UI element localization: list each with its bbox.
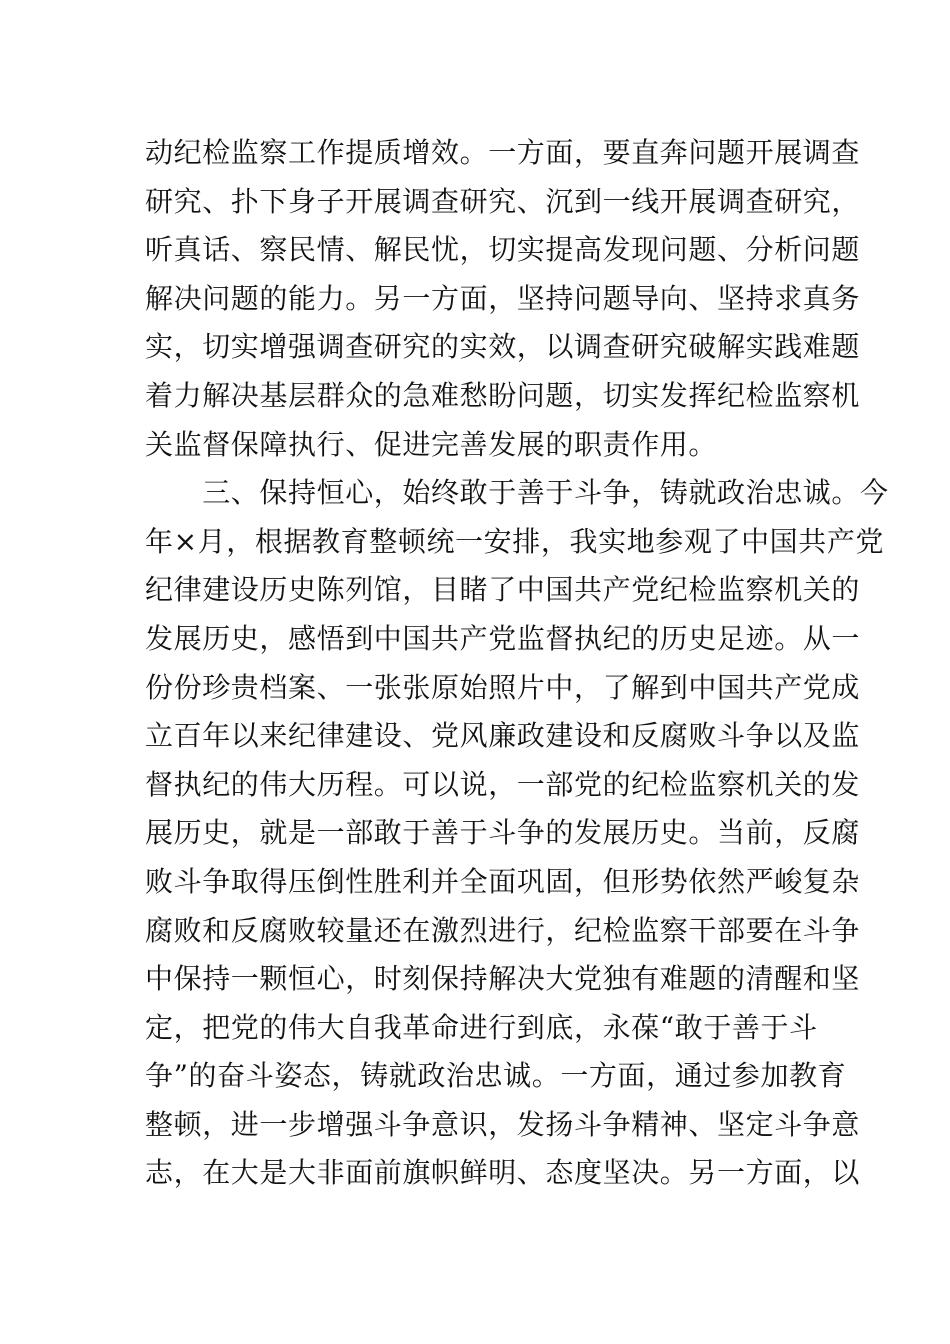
text-line: 年×月，根据教育整顿统一安排，我实地参观了中国共产党 xyxy=(145,524,885,558)
text-line: 展历史，就是一部敢于善于斗争的发展历史。当前，反腐 xyxy=(145,816,861,850)
text-line: 发展历史，感悟到中国共产党监督执纪的历史足迹。从一 xyxy=(145,621,861,655)
text-line: 听真话、察民情、解民忧，切实提高发现问题、分析问题 xyxy=(145,233,861,267)
text-line: 动纪检监察工作提质增效。一方面，要直奔问题开展调查 xyxy=(145,136,861,169)
paragraph-start-line: 三、保持恒心，始终敢于善于斗争，铸就政治忠诚。今 xyxy=(145,476,889,510)
text-line: 研究、扑下身子开展调查研究、沉到一线开展调查研究， xyxy=(145,184,861,218)
text-line: 解决问题的能力。另一方面，坚持问题导向、坚持求真务 xyxy=(145,281,861,315)
text-line: 中保持一颗恒心，时刻保持解决大党独有难题的清醒和坚 xyxy=(145,962,861,996)
text-line: 争”的奋斗姿态，铸就政治忠诚。一方面，通过参加教育 xyxy=(145,1059,847,1093)
text-line: 纪律建设历史陈列馆，目睹了中国共产党纪检监察机关的 xyxy=(145,573,861,607)
body-text xyxy=(145,129,889,1198)
text-line: 督执纪的伟大历程。可以说，一部党的纪检监察机关的发 xyxy=(145,767,861,801)
text-line: 实，切实增强调查研究的实效，以调查研究破解实践难题 xyxy=(145,330,861,364)
text-line: 份份珍贵档案、一张张原始照片中，了解到中国共产党成 xyxy=(145,670,861,704)
text-line: 败斗争取得压倒性胜利并全面巩固，但形势依然严峻复杂 xyxy=(145,864,861,898)
text-line: 整顿，进一步增强斗争意识，发扬斗争精神、坚定斗争意 xyxy=(145,1107,861,1141)
text-line: 立百年以来纪律建设、党风廉政建设和反腐败斗争以及监 xyxy=(145,719,861,753)
text-line: 着力解决基层群众的急难愁盼问题，切实发挥纪检监察机 xyxy=(145,378,861,412)
text-line: 腐败和反腐败较量还在激烈进行，纪检监察干部要在斗争 xyxy=(145,913,861,947)
text-line: 志，在大是大非面前旗帜鲜明、态度坚决。另一方面，以 xyxy=(145,1156,861,1190)
text-line: 关监督保障执行、促进完善发展的职责作用。 xyxy=(145,427,718,461)
text-line: 定，把党的伟大自我革命进行到底，永葆“敢于善于斗 xyxy=(145,1010,818,1044)
